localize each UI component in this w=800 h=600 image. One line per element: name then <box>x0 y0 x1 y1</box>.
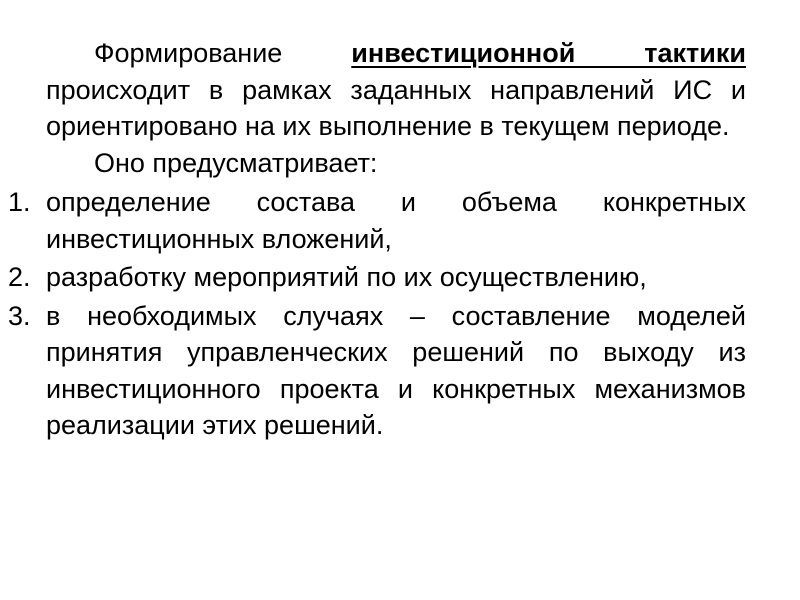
list-text-2: разработку мероприятий по их осуществлению, <box>46 262 647 292</box>
provisions-list <box>8 184 746 444</box>
list-lead-in: Оно предусматривает: <box>94 147 378 178</box>
list-text-1: определение состава и объема конкретных инвестиционных вложений, <box>46 187 746 254</box>
list-item-1 <box>8 184 746 257</box>
intro-lead: Формирование <box>94 38 352 68</box>
list-number-2: 2. <box>8 262 31 292</box>
slide-text <box>8 35 746 446</box>
list-item-2 <box>8 259 746 296</box>
list-number-1: 1. <box>8 187 31 217</box>
intro-paragraph <box>46 35 746 145</box>
investment-tactics-term: инвестиционной тактики <box>351 38 746 68</box>
list-text-3: в необходимых случаях – составление моделей принятия управленческих решений по выходу из инвестиционного проекта и конкретных механизмов реализации этих решений. <box>46 300 746 440</box>
intro-rest: происходит в рамках заданных направлений ИС и ориентировано на их выполнение в текущем периоде. <box>46 74 746 141</box>
list-number-3: 3. <box>8 300 31 331</box>
list-item-3 <box>8 298 746 444</box>
